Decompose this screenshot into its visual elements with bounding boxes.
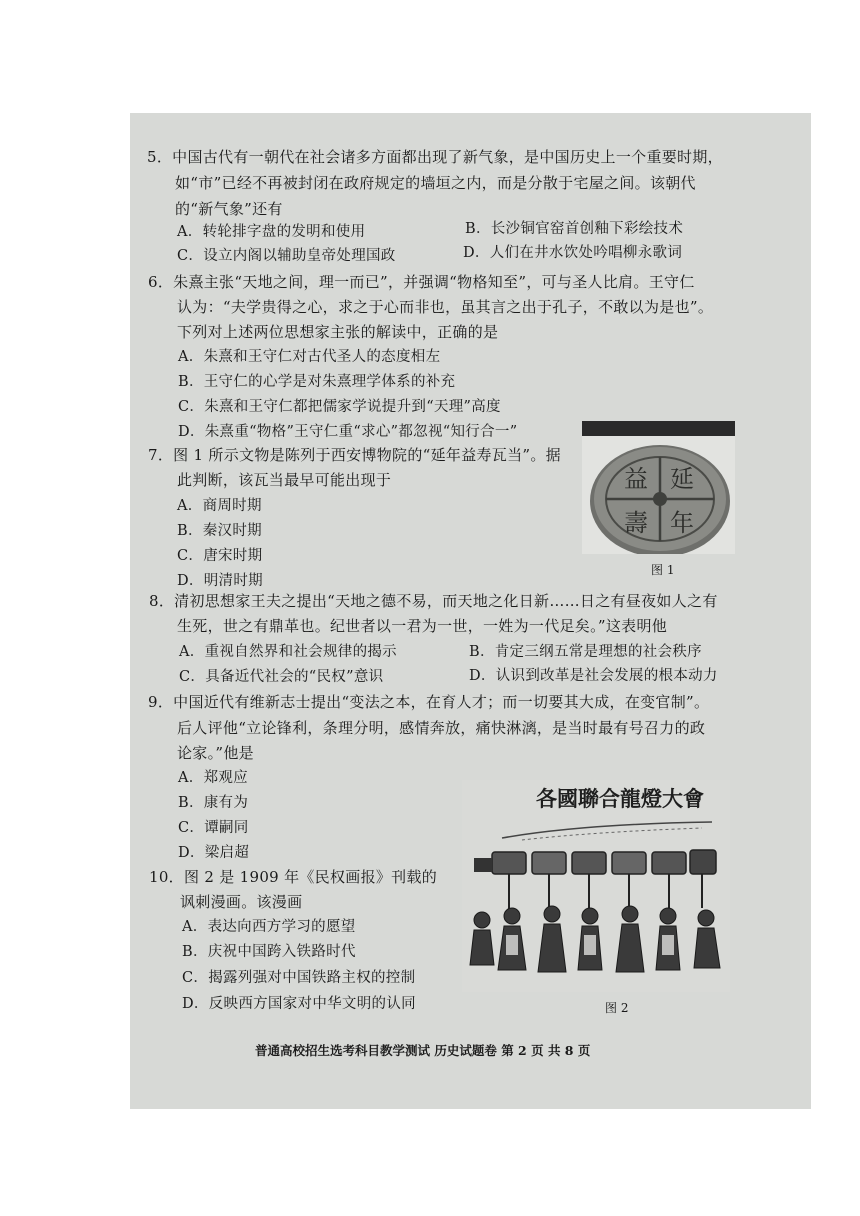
q9-option-b: B．康有为: [178, 795, 249, 811]
q8-stem-line2: 生死，世之有鼎革也。纪世者以一君为一世，一姓为一代足矣。”这表明他: [177, 617, 668, 635]
q7-stem-line2: 此判断，该瓦当最早可能出现于: [177, 471, 392, 489]
q7-option-c: C．唐宋时期: [177, 548, 263, 564]
q6-option-a: A．朱熹和王守仁对古代圣人的态度相左: [178, 349, 441, 365]
tile-char-4: 壽: [624, 509, 648, 537]
figure-1-label: 图 1: [651, 563, 675, 577]
q9-stem-line2: 后人评他“立论锋利，条理分明，感情奔放，痛快淋漓，是当时最有号召力的政: [177, 719, 706, 737]
q8-option-a: A．重视自然界和社会规律的揭示: [179, 644, 397, 660]
q5-stem-line2: 如“市”已经不再被封闭在政府规定的墙垣之内，而是分散于宅屋之间。该朝代: [175, 174, 696, 192]
tile-char-2: 年: [670, 509, 694, 537]
q5-stem-line3: 的“新气象”还有: [175, 200, 283, 218]
q7-stem-line1: 7．图 1 所示文物是陈列于西安博物院的“延年益寿瓦当”。据: [148, 446, 561, 464]
q8-option-b: B．肯定三纲五常是理想的社会秩序: [469, 644, 702, 660]
q5-option-d: D．人们在井水饮处吟唱柳永歌词: [463, 245, 683, 261]
q6-option-b: B．王守仁的心学是对朱熹理学体系的补充: [178, 374, 456, 390]
q10-option-d: D．反映西方国家对中华文明的认同: [182, 996, 416, 1012]
q8-option-d: D．认识到改革是社会发展的根本动力: [469, 668, 718, 684]
q6-stem-line3: 下列对上述两位思想家主张的解读中，正确的是: [177, 323, 499, 341]
q6-stem-line2: 认为：“夫学贵得之心，求之于心而非也，虽其言之出于孔子，不敢以为是也”。: [177, 298, 714, 316]
q10-option-b: B．庆祝中国跨入铁路时代: [182, 944, 356, 960]
q9-stem-line3: 论家。”他是: [177, 744, 254, 762]
q6-option-c: C．朱熹和王守仁都把儒家学说提升到“天理”高度: [178, 399, 501, 415]
q7-option-d: D．明清时期: [177, 573, 263, 589]
q10-stem-line2: 讽刺漫画。该漫画: [180, 893, 303, 911]
q9-option-c: C．谭嗣同: [178, 820, 249, 836]
q10-option-a: A．表达向西方学习的愿望: [182, 919, 356, 935]
cartoon-title: 各國聯合龍燈大會: [536, 786, 704, 811]
q5-option-c: C．设立内阁以辅助皇帝处理国政: [177, 248, 396, 264]
q8-stem-line1: 8．清初思想家王夫之提出“天地之德不易，而天地之化日新……日之有昼夜如人之有: [149, 592, 718, 610]
q10-option-c: C．揭露列强对中国铁路主权的控制: [182, 970, 416, 986]
q5-stem-line1: 5．中国古代有一朝代在社会诸多方面都出现了新气象，是中国历史上一个重要时期，: [147, 148, 723, 166]
q6-option-d: D．朱熹重“物格”王守仁重“求心”都忽视“知行合一”: [178, 424, 518, 440]
page-footer: 普通高校招生选考科目教学测试 历史试题卷 第 2 页 共 8 页: [255, 1043, 591, 1058]
q7-option-b: B．秦汉时期: [177, 523, 262, 539]
q10-stem-line1: 10．图 2 是 1909 年《民权画报》刊载的: [149, 868, 438, 886]
q8-option-c: C．具备近代社会的“民权”意识: [179, 669, 384, 685]
tile-char-1: 延: [670, 465, 694, 493]
q9-option-a: A．郑观应: [178, 770, 248, 786]
q5-option-b: B．长沙铜官窑首创釉下彩绘技术: [465, 221, 684, 237]
q7-option-a: A．商周时期: [177, 498, 262, 514]
q9-option-d: D．梁启超: [178, 845, 250, 861]
figure-2-label: 图 2: [605, 1001, 629, 1015]
q9-stem-line1: 9．中国近代有维新志士提出“变法之本，在育人才；而一切要其大成，在变官制”。: [148, 693, 710, 711]
q6-stem-line1: 6．朱熹主张“天地之间，理一而已”，并强调“物格知至”，可与圣人比肩。王守仁: [148, 273, 695, 291]
tile-char-3: 益: [624, 465, 648, 493]
satirical-cartoon-figure: [462, 780, 730, 992]
q5-option-a: A．转轮排字盘的发明和使用: [177, 224, 366, 240]
roof-tile-figure: [582, 421, 735, 554]
